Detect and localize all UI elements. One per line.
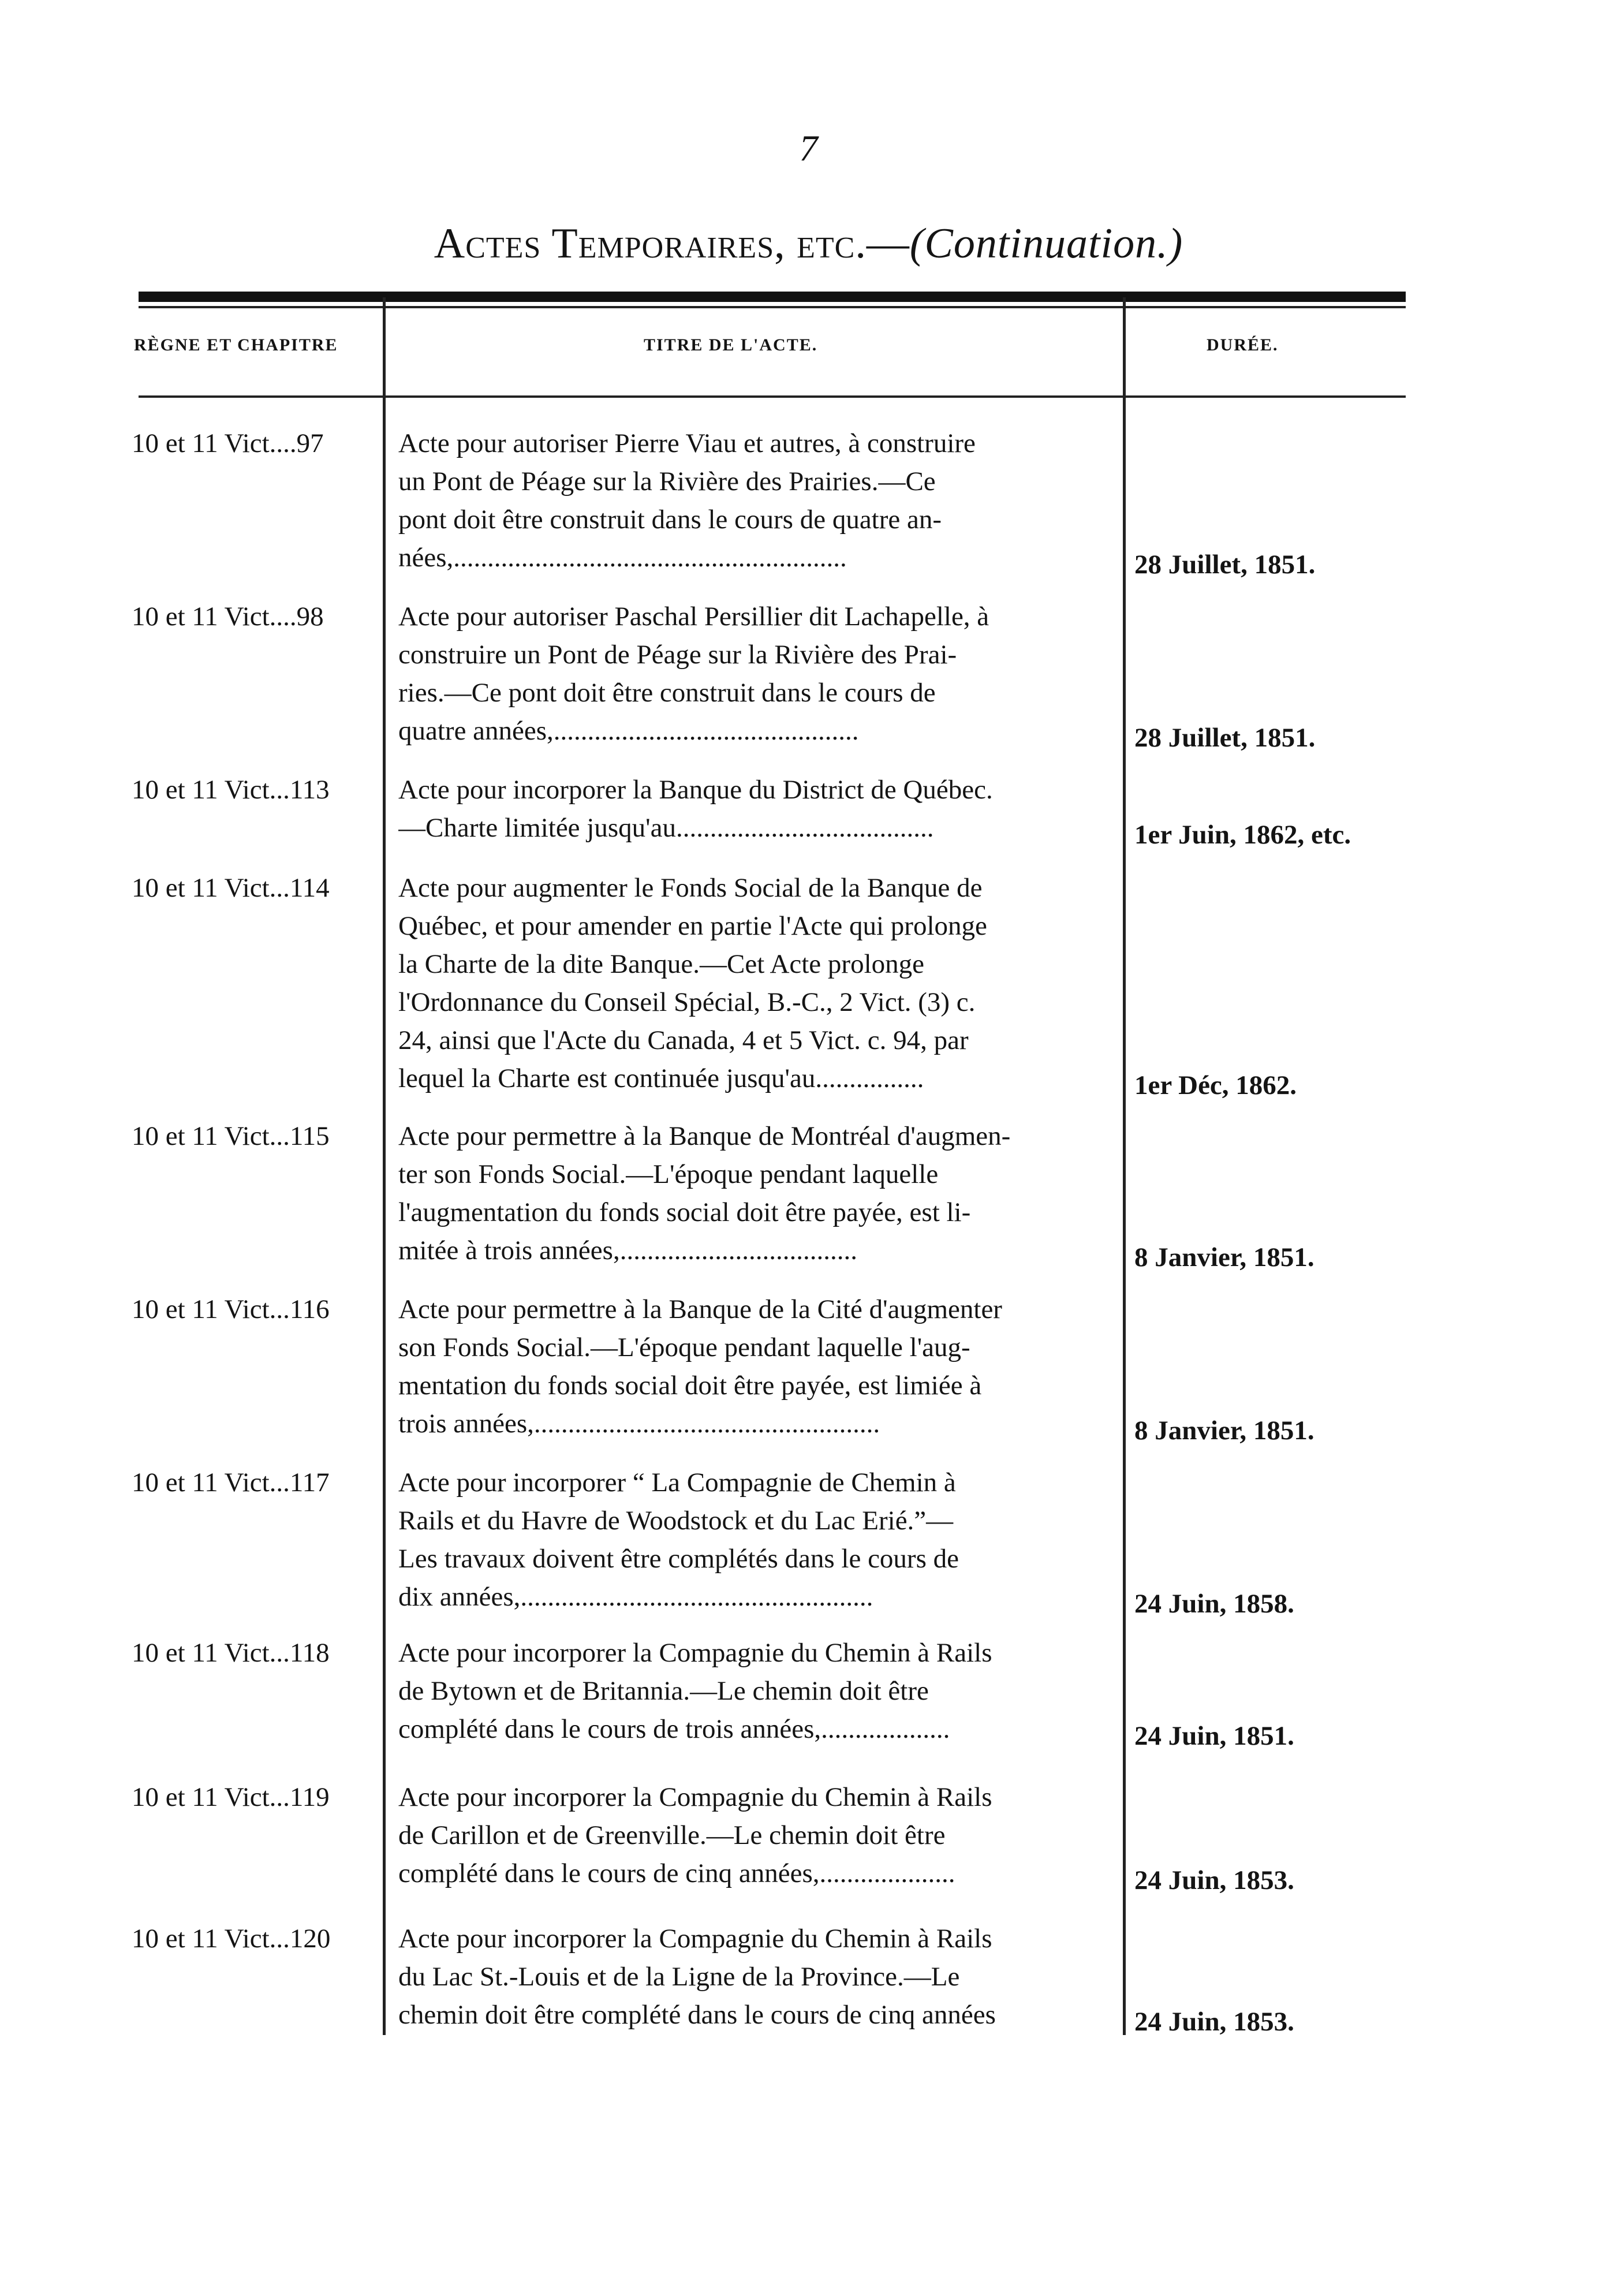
act-title-line: complété dans le cours de cinq années,.................... — [398, 1858, 955, 1888]
act-title-line: quatre années,............................................. — [398, 716, 859, 746]
act-title-line: de Carillon et de Greenville.—Le chemin doit être — [398, 1820, 946, 1850]
act-title — [398, 1117, 1111, 1270]
reign-chapter: 10 et 11 Vict...117 — [132, 1468, 330, 1498]
header-rule-title — [386, 395, 1123, 398]
act-title-line: dix années,.................................................... — [398, 1582, 873, 1612]
act-title — [398, 1464, 1111, 1616]
duration: 24 Juin, 1853. — [1134, 2007, 1294, 2037]
act-title-line: Acte pour incorporer “ La Compagnie de Chemin à — [398, 1468, 956, 1498]
page-number: 7 — [799, 128, 818, 169]
act-title-line: son Fonds Social.—L'époque pendant laquelle l'aug- — [398, 1332, 970, 1362]
act-title-line: lequel la Charte est continuée jusqu'au................ — [398, 1063, 924, 1093]
act-title-line: Québec, et pour amender en partie l'Acte qui prolonge — [398, 911, 987, 941]
top-heavy-rule — [139, 292, 1406, 302]
duration: 28 Juillet, 1851. — [1134, 723, 1316, 753]
act-title-line: de Bytown et de Britannia.—Le chemin doit être — [398, 1676, 929, 1706]
act-title-line: Acte pour autoriser Pierre Viau et autres, à construire — [398, 428, 976, 458]
act-title-line: ter son Fonds Social.—L'époque pendant laquelle — [398, 1159, 939, 1189]
act-title-line: complété dans le cours de trois années,................... — [398, 1714, 950, 1744]
page-title — [0, 222, 1617, 265]
reign-chapter: 10 et 11 Vict...115 — [132, 1121, 330, 1151]
duration: 24 Juin, 1853. — [1134, 1865, 1294, 1895]
act-title-line: ries.—Ce pont doit être construit dans le cours de — [398, 678, 936, 708]
reign-chapter: 10 et 11 Vict...119 — [132, 1782, 330, 1812]
act-title-line: construire un Pont de Péage sur la Rivière des Prai- — [398, 640, 957, 670]
column-divider-left — [383, 297, 386, 2035]
duration: 28 Juillet, 1851. — [1134, 550, 1316, 580]
duration: 1er Déc, 1862. — [1134, 1070, 1297, 1100]
act-title — [398, 424, 1111, 577]
act-title — [398, 869, 1111, 1097]
reign-chapter: 10 et 11 Vict...120 — [132, 1924, 331, 1954]
header-rule-duration — [1126, 395, 1406, 398]
act-title-line: —Charte limitée jusqu'au...................................... — [398, 813, 934, 843]
act-title-line: l'Ordonnance du Conseil Spécial, B.-C., 2 Vict. (3) c. — [398, 987, 976, 1017]
duration: 24 Juin, 1858. — [1134, 1589, 1294, 1619]
column-divider-right — [1123, 297, 1126, 2035]
act-title-line: un Pont de Péage sur la Rivière des Prairies.—Ce — [398, 466, 936, 496]
act-title-line: Acte pour permettre à la Banque de Montréal d'augmen- — [398, 1121, 1011, 1151]
reign-chapter: 10 et 11 Vict...114 — [132, 873, 330, 903]
act-title-line: Acte pour permettre à la Banque de la Cité d'augmenter — [398, 1294, 1002, 1324]
act-title-line: du Lac St.-Louis et de la Ligne de la Province.—Le — [398, 1962, 960, 1992]
act-title-line: Acte pour incorporer la Compagnie du Chemin à Rails — [398, 1638, 992, 1668]
duration: 8 Janvier, 1851. — [1134, 1242, 1314, 1272]
duration: 8 Janvier, 1851. — [1134, 1416, 1314, 1446]
act-title-line: mitée à trois années,................................... — [398, 1235, 857, 1265]
reign-chapter: 10 et 11 Vict...113 — [132, 775, 330, 805]
act-title-line: Acte pour autoriser Paschal Persillier dit Lachapelle, à — [398, 602, 989, 632]
header-title: TITRE DE L'ACTE. — [644, 335, 818, 354]
act-title-line: chemin doit être complété dans le cours de cinq années — [398, 2000, 996, 2030]
header-reign: RÈGNE ET CHAPITRE — [134, 335, 338, 354]
reign-chapter: 10 et 11 Vict...116 — [132, 1294, 330, 1324]
act-title — [398, 1920, 1111, 2034]
page-title-main: Actes Temporaires, etc.— — [434, 220, 910, 267]
act-title-line: pont doit être construit dans le cours de quatre an- — [398, 505, 942, 535]
act-title-line: trois années,................................................... — [398, 1409, 880, 1439]
act-title-line: nées,.......................................................... — [398, 543, 847, 573]
act-title — [398, 1290, 1111, 1443]
duration: 24 Juin, 1851. — [1134, 1721, 1294, 1751]
act-title-line: mentation du fonds social doit être payée, est limiée à — [398, 1371, 982, 1401]
act-title — [398, 1778, 1111, 1892]
act-title-line: la Charte de la dite Banque.—Cet Acte prolonge — [398, 949, 924, 979]
act-title-line: 24, ainsi que l'Acte du Canada, 4 et 5 Vict. c. 94, par — [398, 1025, 969, 1055]
header-duration: DURÉE. — [1207, 335, 1279, 354]
duration: 1er Juin, 1862, etc. — [1134, 820, 1351, 850]
act-title-line: Rails et du Havre de Woodstock et du Lac Erié.”— — [398, 1506, 954, 1536]
act-title-line: l'augmentation du fonds social doit être payée, est li- — [398, 1197, 971, 1227]
act-title — [398, 598, 1111, 750]
act-title — [398, 1634, 1111, 1748]
act-title-line: Acte pour incorporer la Compagnie du Chemin à Rails — [398, 1924, 992, 1954]
act-title-line: Acte pour incorporer la Banque du District de Québec. — [398, 775, 993, 805]
reign-chapter: 10 et 11 Vict....98 — [132, 602, 324, 632]
page-title-continuation: (Continuation.) — [909, 220, 1183, 267]
act-title-line: Acte pour incorporer la Compagnie du Chemin à Rails — [398, 1782, 992, 1812]
header-rule-reign — [139, 395, 383, 398]
reign-chapter: 10 et 11 Vict....97 — [132, 428, 324, 458]
act-title-line: Les travaux doivent être complétés dans le cours de — [398, 1544, 959, 1574]
act-title-line: Acte pour augmenter le Fonds Social de la Banque de — [398, 873, 983, 903]
act-title — [398, 771, 1111, 847]
top-thin-rule — [139, 306, 1406, 308]
reign-chapter: 10 et 11 Vict...118 — [132, 1638, 330, 1668]
